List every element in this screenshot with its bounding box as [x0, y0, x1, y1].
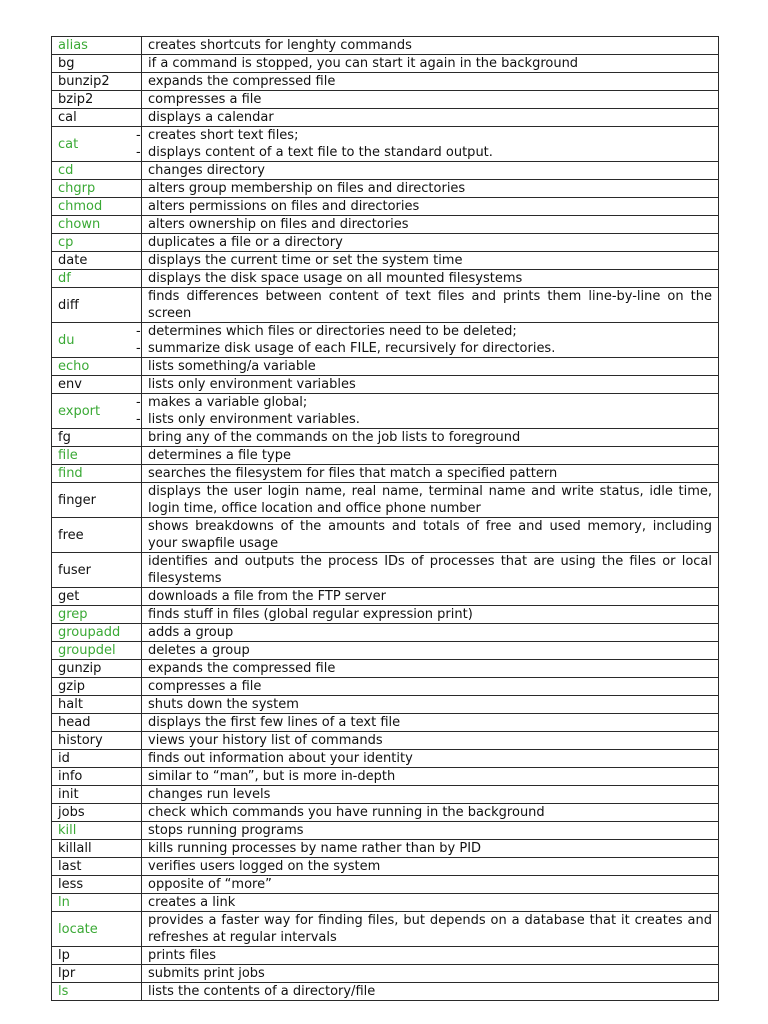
command-name: find — [52, 465, 142, 483]
command-name: gunzip — [52, 660, 142, 678]
command-name: init — [52, 786, 142, 804]
command-reference-sheet — [51, 36, 718, 1001]
description-line-text: lists only environment variables. — [148, 412, 360, 427]
table-row — [52, 965, 719, 983]
command-description: displays the user login name, real name, terminal name and write status, idle time, login time, office location and office phone number — [142, 483, 719, 518]
list-dash: - — [136, 341, 141, 356]
command-description: displays the current time or set the system time — [142, 252, 719, 270]
command-name: ln — [52, 894, 142, 912]
command-name: echo — [52, 358, 142, 376]
command-description: creates a link — [142, 894, 719, 912]
command-name: du — [52, 323, 142, 358]
command-name: fuser — [52, 553, 142, 588]
list-dash: - — [136, 145, 141, 160]
command-description: views your history list of commands — [142, 732, 719, 750]
command-name: less — [52, 876, 142, 894]
command-name: groupdel — [52, 642, 142, 660]
list-dash: - — [136, 128, 141, 143]
table-row — [52, 606, 719, 624]
table-row — [52, 804, 719, 822]
table-row — [52, 234, 719, 252]
table-row — [52, 894, 719, 912]
command-description: bring any of the commands on the job lists to foreground — [142, 429, 719, 447]
command-name: bg — [52, 55, 142, 73]
command-name: kill — [52, 822, 142, 840]
description-line — [136, 340, 712, 357]
command-description: finds out information about your identity — [142, 750, 719, 768]
description-line-text: makes a variable global; — [148, 395, 308, 410]
command-name: file — [52, 447, 142, 465]
table-row — [52, 768, 719, 786]
command-name: finger — [52, 483, 142, 518]
command-name: chgrp — [52, 180, 142, 198]
description-line — [136, 323, 712, 340]
table-row — [52, 483, 719, 518]
list-dash: - — [136, 324, 141, 339]
description-line — [136, 394, 712, 411]
table-row — [52, 55, 719, 73]
command-name: bzip2 — [52, 91, 142, 109]
table-row — [52, 198, 719, 216]
command-description: expands the compressed file — [142, 73, 719, 91]
description-line — [136, 127, 712, 144]
command-name: fg — [52, 429, 142, 447]
command-description: displays the disk space usage on all mounted filesystems — [142, 270, 719, 288]
command-name: df — [52, 270, 142, 288]
description-line-text: displays content of a text file to the standard output. — [148, 145, 493, 160]
command-description: alters ownership on files and directories — [142, 216, 719, 234]
command-name: history — [52, 732, 142, 750]
command-description: check which commands you have running in the background — [142, 804, 719, 822]
command-description: shows breakdowns of the amounts and totals of free and used memory, including your swapfile usage — [142, 518, 719, 553]
description-line — [136, 411, 712, 428]
command-description: searches the filesystem for files that match a specified pattern — [142, 465, 719, 483]
command-description: determines a file type — [142, 447, 719, 465]
table-row — [52, 732, 719, 750]
command-description: compresses a file — [142, 91, 719, 109]
command-name: cd — [52, 162, 142, 180]
command-name: head — [52, 714, 142, 732]
command-table-body — [52, 37, 719, 1001]
table-row — [52, 786, 719, 804]
command-name: date — [52, 252, 142, 270]
command-description — [136, 127, 719, 162]
command-description: prints files — [142, 947, 719, 965]
table-row — [52, 678, 719, 696]
command-name: cp — [52, 234, 142, 252]
table-row — [52, 323, 719, 358]
table-row — [52, 660, 719, 678]
description-line — [136, 144, 712, 161]
command-description: deletes a group — [142, 642, 719, 660]
table-row — [52, 876, 719, 894]
table-row — [52, 394, 719, 429]
command-description: changes run levels — [142, 786, 719, 804]
command-description: similar to “man”, but is more in-depth — [142, 768, 719, 786]
command-description: opposite of “more” — [142, 876, 719, 894]
command-name: lpr — [52, 965, 142, 983]
command-name: groupadd — [52, 624, 142, 642]
command-name: info — [52, 768, 142, 786]
table-row — [52, 750, 719, 768]
command-name: locate — [52, 912, 142, 947]
command-description: finds differences between content of text files and prints them line-by-line on the screen — [142, 288, 719, 323]
command-description: changes directory — [142, 162, 719, 180]
command-description: expands the compressed file — [142, 660, 719, 678]
command-name: ls — [52, 983, 142, 1001]
command-name: env — [52, 376, 142, 394]
command-name: grep — [52, 606, 142, 624]
command-name: bunzip2 — [52, 73, 142, 91]
command-description: shuts down the system — [142, 696, 719, 714]
table-row — [52, 696, 719, 714]
command-name: free — [52, 518, 142, 553]
table-row — [52, 429, 719, 447]
command-description — [136, 323, 719, 358]
command-description: kills running processes by name rather than by PID — [142, 840, 719, 858]
command-name: gzip — [52, 678, 142, 696]
table-row — [52, 947, 719, 965]
table-row — [52, 714, 719, 732]
command-name: cat — [52, 127, 142, 162]
description-line-text: summarize disk usage of each FILE, recursively for directories. — [148, 341, 556, 356]
command-name: export — [52, 394, 142, 429]
command-description: adds a group — [142, 624, 719, 642]
table-row — [52, 288, 719, 323]
command-name: chown — [52, 216, 142, 234]
table-row — [52, 588, 719, 606]
command-description: duplicates a file or a directory — [142, 234, 719, 252]
table-row — [52, 553, 719, 588]
table-row — [52, 518, 719, 553]
table-row — [52, 858, 719, 876]
command-name: lp — [52, 947, 142, 965]
table-row — [52, 252, 719, 270]
command-name: jobs — [52, 804, 142, 822]
command-name: killall — [52, 840, 142, 858]
description-line-text: determines which files or directories need to be deleted; — [148, 324, 517, 339]
table-row — [52, 912, 719, 947]
command-description: alters permissions on files and directories — [142, 198, 719, 216]
command-description: verifies users logged on the system — [142, 858, 719, 876]
command-name: diff — [52, 288, 142, 323]
table-row — [52, 127, 719, 162]
table-row — [52, 983, 719, 1001]
list-dash: - — [136, 395, 141, 410]
command-name: get — [52, 588, 142, 606]
table-row — [52, 465, 719, 483]
table-row — [52, 73, 719, 91]
command-description: creates shortcuts for lenghty commands — [142, 37, 719, 55]
table-row — [52, 642, 719, 660]
table-row — [52, 447, 719, 465]
command-description: compresses a file — [142, 678, 719, 696]
command-name: halt — [52, 696, 142, 714]
table-row — [52, 91, 719, 109]
table-row — [52, 216, 719, 234]
command-description — [136, 394, 719, 429]
command-name: id — [52, 750, 142, 768]
command-description: if a command is stopped, you can start it again in the background — [142, 55, 719, 73]
table-row — [52, 624, 719, 642]
command-description: downloads a file from the FTP server — [142, 588, 719, 606]
command-name: cal — [52, 109, 142, 127]
command-description: alters group membership on files and directories — [142, 180, 719, 198]
command-name: last — [52, 858, 142, 876]
table-row — [52, 358, 719, 376]
table-row — [52, 109, 719, 127]
command-description: submits print jobs — [142, 965, 719, 983]
command-description: stops running programs — [142, 822, 719, 840]
command-description: displays a calendar — [142, 109, 719, 127]
table-row — [52, 376, 719, 394]
table-row — [52, 180, 719, 198]
command-description: lists the contents of a directory/file — [142, 983, 719, 1001]
command-description: finds stuff in files (global regular expression print) — [142, 606, 719, 624]
description-line-text: creates short text files; — [148, 128, 299, 143]
command-table — [51, 36, 719, 1001]
command-name: alias — [52, 37, 142, 55]
command-description: displays the first few lines of a text file — [142, 714, 719, 732]
list-dash: - — [136, 412, 141, 427]
table-row — [52, 37, 719, 55]
command-name: chmod — [52, 198, 142, 216]
command-description: identifies and outputs the process IDs of processes that are using the files or local filesystems — [142, 553, 719, 588]
table-row — [52, 162, 719, 180]
command-description: provides a faster way for finding files, but depends on a database that it creates and refreshes at regular intervals — [142, 912, 719, 947]
table-row — [52, 840, 719, 858]
command-description: lists only environment variables — [142, 376, 719, 394]
table-row — [52, 270, 719, 288]
table-row — [52, 822, 719, 840]
command-description: lists something/a variable — [142, 358, 719, 376]
